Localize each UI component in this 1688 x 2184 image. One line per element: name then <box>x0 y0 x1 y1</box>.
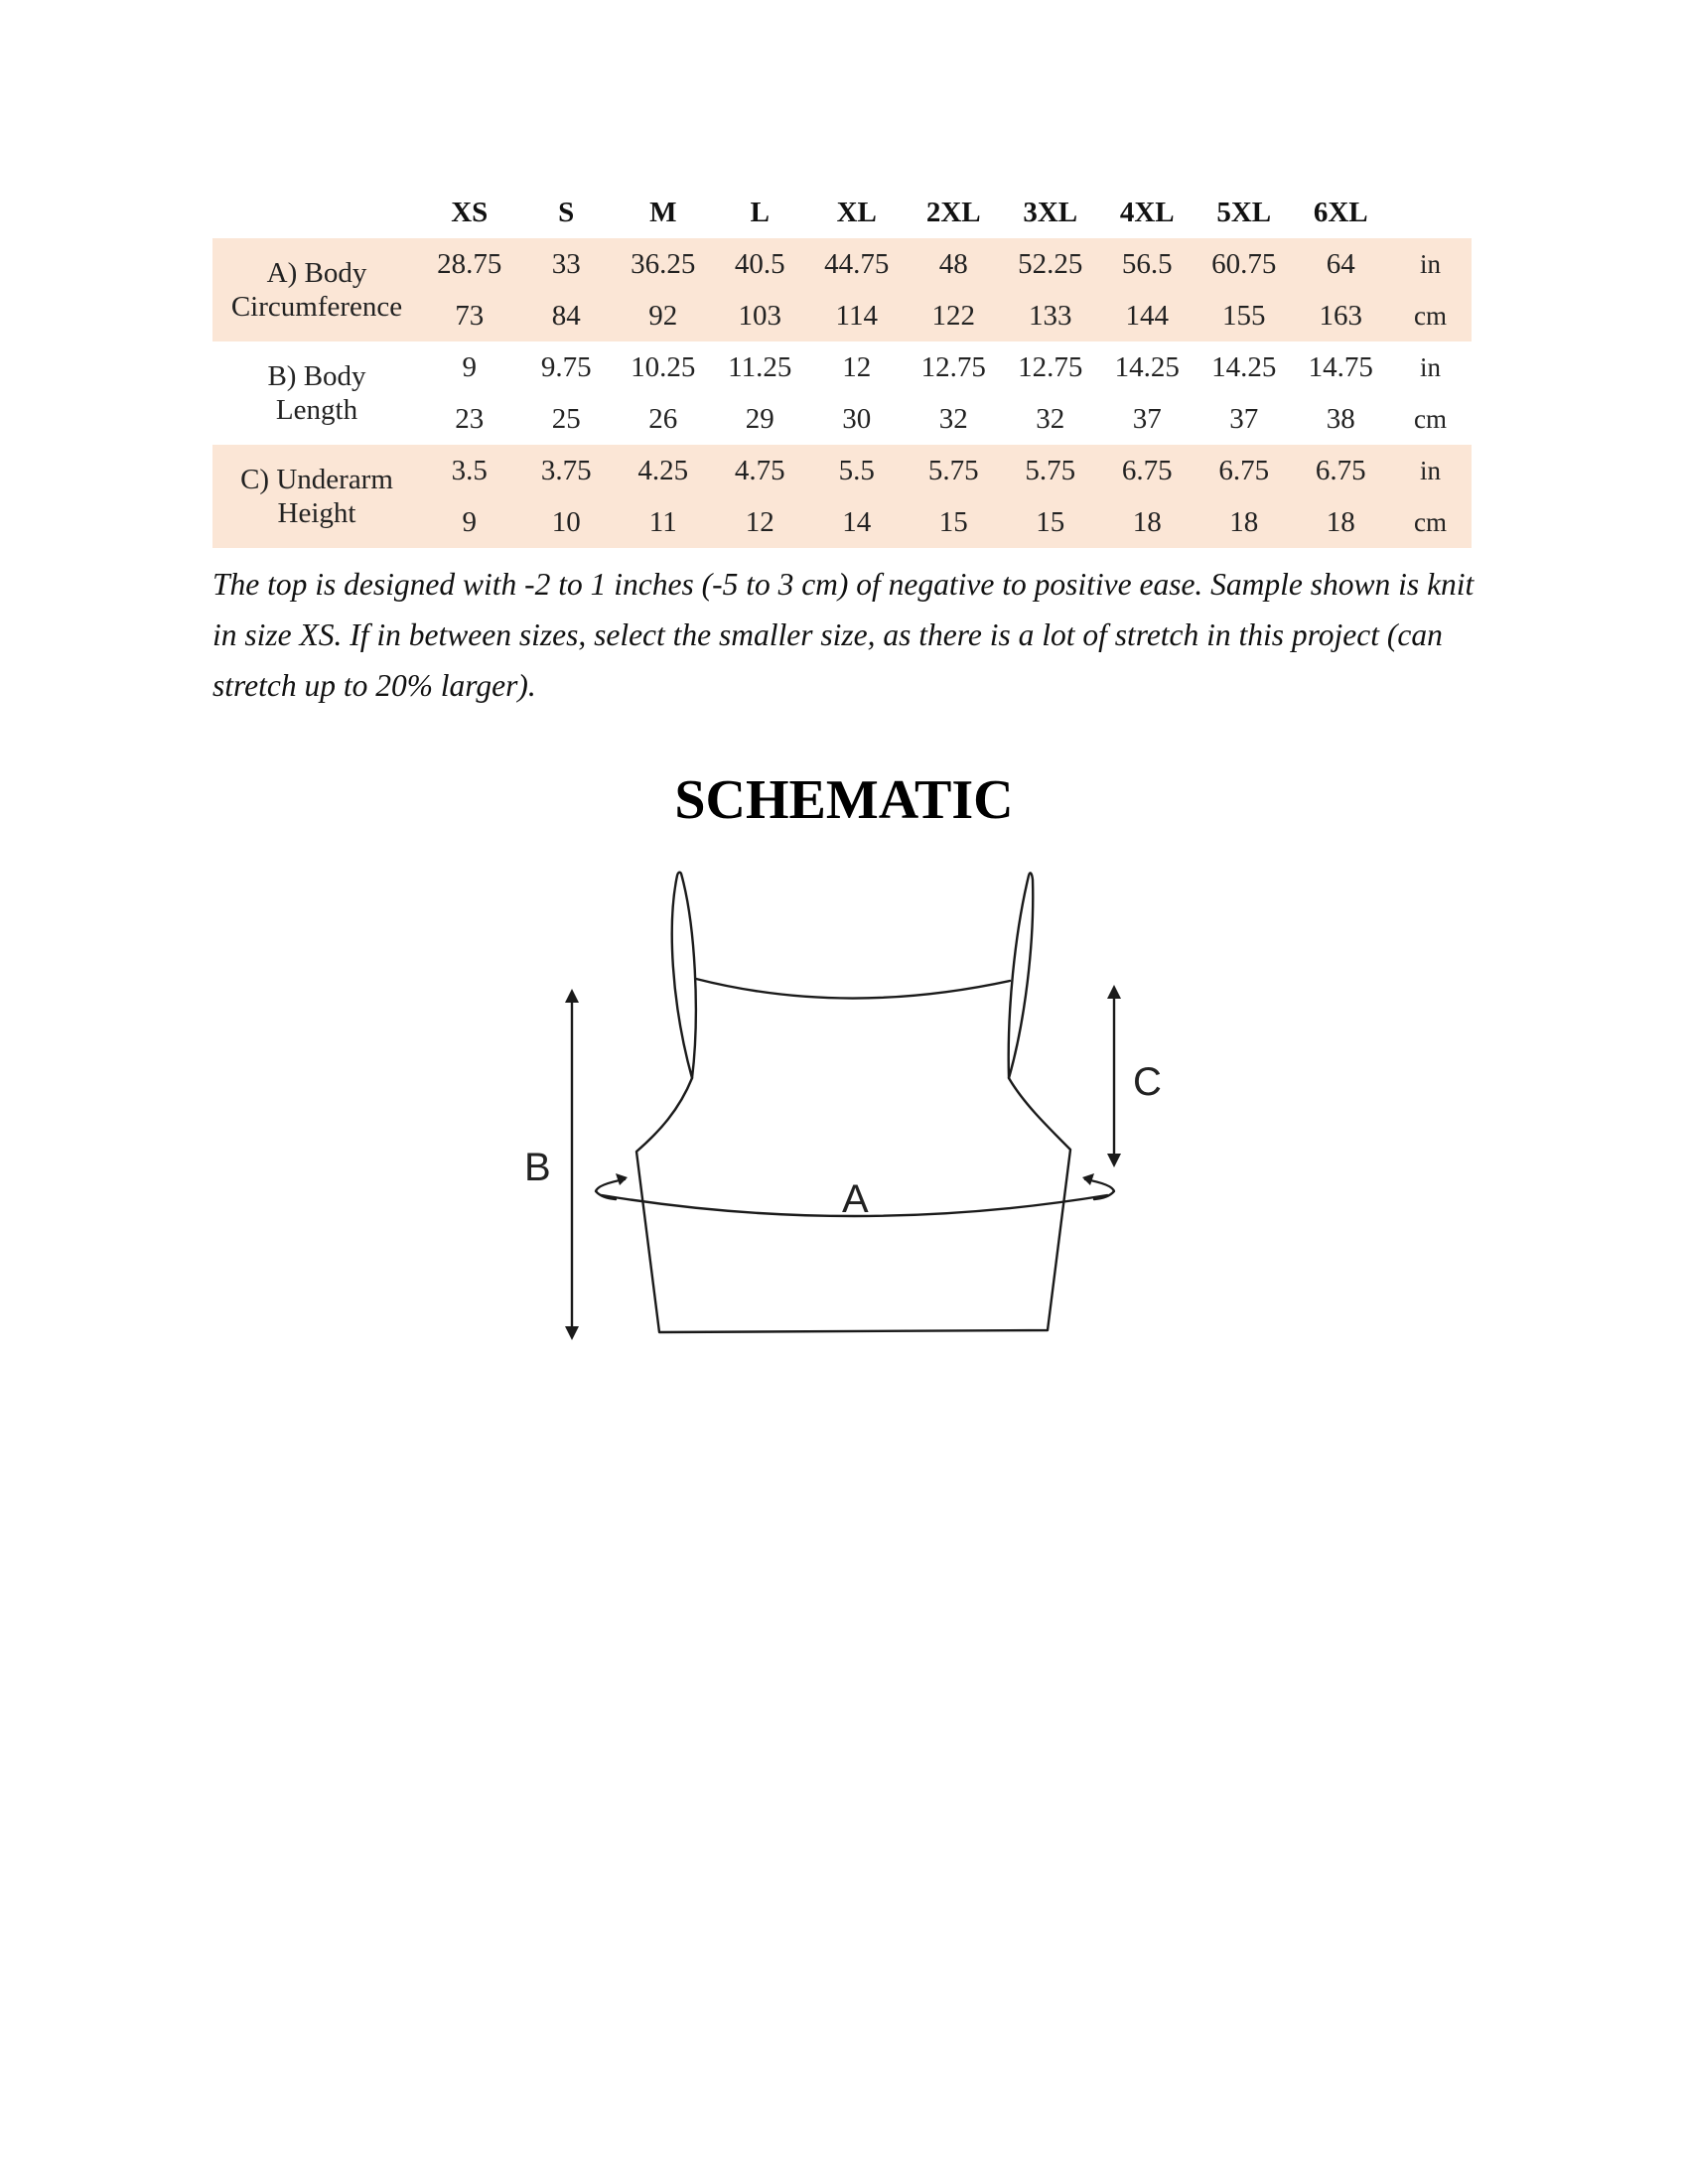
arrowhead-b-top <box>565 989 579 1003</box>
table-cell: 37 <box>1229 402 1259 435</box>
size-header: 5XL <box>1216 196 1272 228</box>
size-header: L <box>750 196 770 228</box>
row-label-line: B) Body <box>267 360 366 392</box>
row-label-line: Circumference <box>230 291 403 323</box>
size-header-row <box>212 187 1472 238</box>
arrowhead-c-bottom <box>1107 1154 1121 1167</box>
table-row <box>212 238 1472 290</box>
size-header: 3XL <box>1023 196 1078 228</box>
table-cell: 9.75 <box>540 350 592 383</box>
arrowhead-c-top <box>1107 985 1121 999</box>
table-cell: 23 <box>455 402 485 435</box>
table-cell: 33 <box>518 238 616 290</box>
table-cell: 60.75 <box>1196 238 1293 290</box>
size-header: 4XL <box>1119 196 1175 228</box>
table-cell: 10 <box>518 496 616 548</box>
table-cell: 144 <box>1099 290 1196 341</box>
unit-in: in <box>1389 238 1472 290</box>
table-cell: 29 <box>745 402 774 435</box>
table-cell: 38 <box>1326 402 1355 435</box>
table-cell: 18 <box>1196 496 1293 548</box>
table-cell: 114 <box>808 290 906 341</box>
table-cell: 11.25 <box>728 350 792 383</box>
table-cell: 18 <box>1293 496 1390 548</box>
table-cell: 44.75 <box>808 238 906 290</box>
table-cell: 25 <box>551 402 581 435</box>
table-cell: 26 <box>648 402 678 435</box>
size-header: S <box>558 196 575 228</box>
row-label-line: Length <box>275 394 358 426</box>
table-cell: 14.75 <box>1308 350 1373 383</box>
table-cell: 4.25 <box>615 445 712 496</box>
table-cell: 14.25 <box>1211 350 1277 383</box>
table-cell: 133 <box>1002 290 1099 341</box>
table-cell: 4.75 <box>712 445 809 496</box>
table-cell: 3.5 <box>421 445 518 496</box>
table-cell: 6.75 <box>1196 445 1293 496</box>
row-label-body-length <box>212 341 421 445</box>
table-cell: 10.25 <box>631 350 696 383</box>
label-a: A <box>842 1177 869 1221</box>
table-cell: 163 <box>1293 290 1390 341</box>
arrowhead-b-bottom <box>565 1326 579 1340</box>
table-cell: 64 <box>1293 238 1390 290</box>
table-cell: 40.5 <box>712 238 809 290</box>
ease-note: The top is designed with -2 to 1 inches (-5 to 3 cm) of negative to positive ease. Sample shown is knit in size XS. If in between sizes, select the smaller size, as there is a lot of stretch in this project (can stretch up to 20% larger). <box>212 567 1475 703</box>
table-cell: 122 <box>906 290 1003 341</box>
table-cell: 3.75 <box>518 445 616 496</box>
table-cell: 12 <box>842 350 872 383</box>
row-label-line: A) Body <box>266 257 367 289</box>
table-cell: 92 <box>615 290 712 341</box>
row-label-line: C) Underarm <box>240 464 393 495</box>
table-cell: 5.75 <box>906 445 1003 496</box>
table-cell: 6.75 <box>1293 445 1390 496</box>
table-cell: 52.25 <box>1002 238 1099 290</box>
row-label-body-circumference <box>212 238 421 341</box>
unit-cm: cm <box>1389 496 1472 548</box>
unit-in: in <box>1419 351 1441 382</box>
unit-cm: cm <box>1414 403 1447 434</box>
table-cell: 48 <box>906 238 1003 290</box>
table-cell: 15 <box>906 496 1003 548</box>
table-cell: 12.75 <box>1018 350 1083 383</box>
table-cell: 11 <box>615 496 712 548</box>
size-header: XL <box>836 196 877 228</box>
table-cell: 32 <box>938 402 968 435</box>
schematic-title: SCHEMATIC <box>674 769 1014 831</box>
size-header: 2XL <box>925 196 981 228</box>
table-row <box>212 341 1472 393</box>
size-header: XS <box>451 196 489 228</box>
table-cell: 15 <box>1002 496 1099 548</box>
size-table <box>212 187 1472 548</box>
label-b: B <box>524 1146 551 1189</box>
table-cell: 14.25 <box>1114 350 1180 383</box>
table-cell: 5.75 <box>1002 445 1099 496</box>
table-cell: 9 <box>421 496 518 548</box>
row-label-underarm-height <box>212 445 421 548</box>
schematic-drawing <box>524 860 1162 1336</box>
table-cell: 103 <box>712 290 809 341</box>
right-strap <box>1009 873 1034 1078</box>
row-label-line: Height <box>277 497 356 529</box>
table-row <box>212 445 1472 496</box>
left-strap <box>672 873 696 1078</box>
table-cell: 9 <box>462 350 477 383</box>
table-cell: 84 <box>518 290 616 341</box>
header-blank <box>212 187 421 238</box>
table-cell: 32 <box>1036 402 1065 435</box>
table-cell: 12 <box>712 496 809 548</box>
table-cell: 6.75 <box>1099 445 1196 496</box>
unit-in: in <box>1389 445 1472 496</box>
label-c: C <box>1133 1060 1162 1104</box>
table-cell: 14 <box>808 496 906 548</box>
table-cell: 28.75 <box>421 238 518 290</box>
unit-cm: cm <box>1389 290 1472 341</box>
table-cell: 56.5 <box>1099 238 1196 290</box>
size-header: M <box>649 196 677 228</box>
table-cell: 12.75 <box>920 350 986 383</box>
neckline <box>696 979 1010 999</box>
table-cell: 36.25 <box>615 238 712 290</box>
table-cell: 30 <box>842 402 872 435</box>
table-cell: 18 <box>1099 496 1196 548</box>
table-cell: 37 <box>1132 402 1162 435</box>
table-cell: 155 <box>1196 290 1293 341</box>
table-cell: 5.5 <box>808 445 906 496</box>
size-header: 6XL <box>1313 196 1368 228</box>
header-blank <box>1389 187 1472 238</box>
table-cell: 73 <box>421 290 518 341</box>
